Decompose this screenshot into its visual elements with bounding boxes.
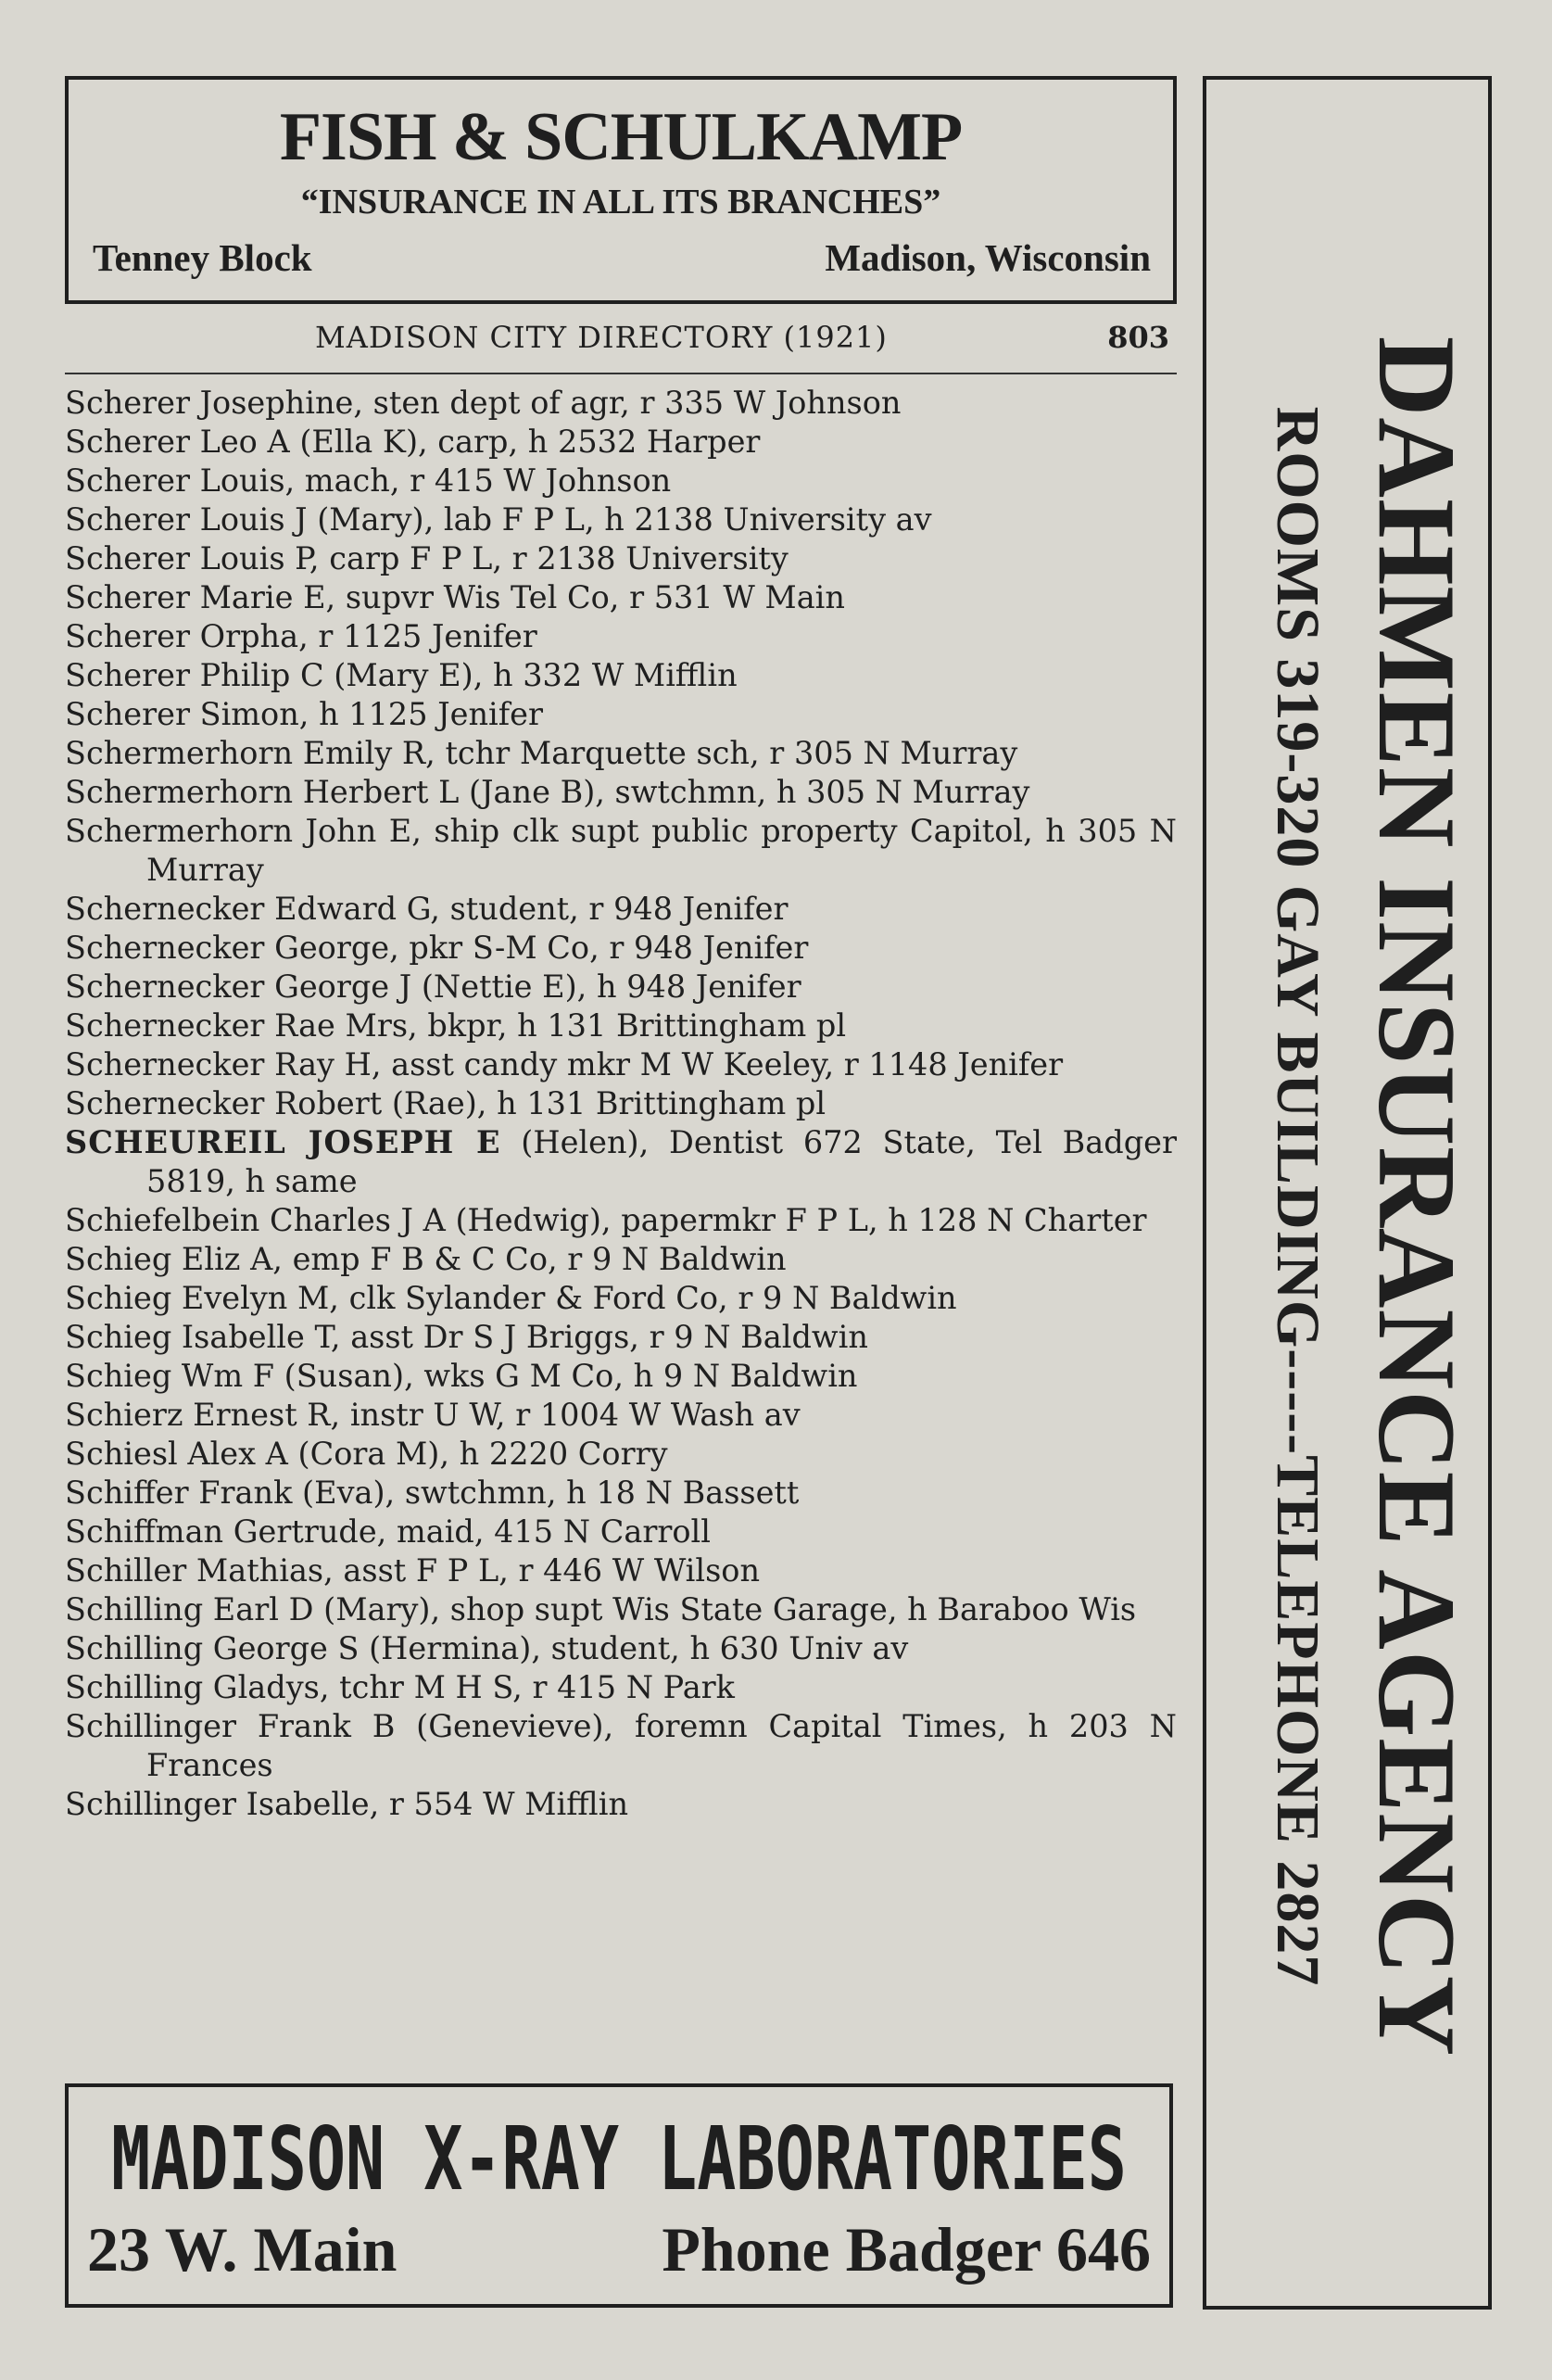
xray-laboratories-ad (65, 2083, 1173, 2308)
directory-entry: Schiller Mathias, asst F P L, r 446 W Wilson (65, 1552, 761, 1589)
directory-entry: Schernecker Ray H, asst candy mkr M W Keeley, r 1148 Jenifer (65, 1046, 1064, 1082)
directory-entry: Scherer Louis, mach, r 415 W Johnson (65, 462, 672, 499)
side-ad-rotated-text (1212, 103, 1490, 2290)
directory-entry: Schernecker Rae Mrs, bkpr, h 131 Brittingham pl (65, 1007, 847, 1044)
page-number: 803 (1107, 320, 1169, 355)
directory-entry: Scherer Josephine, sten dept of agr, r 335 W Johnson (65, 385, 902, 421)
xray-firm-name: MADISON X-RAY LABORATORIES (111, 2108, 1127, 2210)
directory-entry: Schiffman Gertrude, maid, 415 N Carroll (65, 1513, 711, 1550)
xray-street: 23 W. Main (87, 2214, 397, 2285)
header-rule (65, 373, 1177, 374)
directory-entry: Scherer Leo A (Ella K), carp, h 2532 Harper (65, 424, 761, 460)
ad-firm-name: FISH & SCHULKAMP (279, 99, 963, 175)
directory-entry: Schieg Wm F (Susan), wks G M Co, h 9 N Baldwin (65, 1358, 858, 1394)
directory-entry: Schilling Earl D (Mary), shop supt Wis State Garage, h Baraboo Wis (65, 1591, 1137, 1627)
directory-entry: Schillinger Isabelle, r 554 W Mifflin (65, 1786, 629, 1822)
ad-address-city: Madison, Wisconsin (825, 236, 1151, 279)
directory-entry: Scherer Philip C (Mary E), h 332 W Mifflin (65, 657, 738, 693)
directory-entry: Scherer Marie E, supvr Wis Tel Co, r 531 W Main (65, 579, 845, 615)
running-head (65, 320, 1177, 366)
agency-details: ROOMS 319-320 GAY BUILDING-----TELEPHONE 2827 (1264, 406, 1331, 1987)
dahmen-agency-ad (1203, 76, 1492, 2310)
xray-phone: Phone Badger 646 (662, 2214, 1151, 2285)
agency-name: DAHMEN INSURANCE AGENCY (1356, 335, 1479, 2057)
directory-entry: Schilling Gladys, tchr M H S, r 415 N Park (65, 1669, 735, 1705)
directory-listing (65, 384, 1177, 1824)
directory-entry: Schernecker George J (Nettie E), h 948 Jenifer (65, 968, 801, 1005)
directory-entry: Scherer Orpha, r 1125 Jenifer (65, 618, 537, 654)
directory-entry: Schillinger Frank B (Genevieve), foremn Capital Times, h 203 N Frances (65, 1708, 1177, 1783)
directory-title: MADISON CITY DIRECTORY (1921) (315, 320, 888, 355)
fish-schulkamp-ad (65, 76, 1177, 304)
directory-entry: Schernecker Robert (Rae), h 131 Brittingham pl (65, 1085, 826, 1121)
directory-entry: Schierz Ernest R, instr U W, r 1004 W Wash av (65, 1397, 801, 1433)
directory-entry: Schieg Evelyn M, clk Sylander & Ford Co, r 9 N Baldwin (65, 1280, 957, 1316)
directory-entry: Schieg Isabelle T, asst Dr S J Briggs, r 9 N Baldwin (65, 1319, 868, 1355)
featured-name: SCHEUREIL JOSEPH E (65, 1124, 501, 1160)
featured-details: (Helen), Dentist 672 State, Tel Badger 5819, h same (146, 1124, 1177, 1199)
directory-entry: Schermerhorn Emily R, tchr Marquette sch, r 305 N Murray (65, 735, 1018, 771)
directory-entry: Scherer Simon, h 1125 Jenifer (65, 696, 543, 732)
directory-entry: Scherer Louis J (Mary), lab F P L, h 2138 University av (65, 501, 932, 538)
directory-entry: Schiefelbein Charles J A (Hedwig), papermkr F P L, h 128 N Charter (65, 1202, 1147, 1238)
directory-entry: Schiesl Alex A (Cora M), h 2220 Corry (65, 1436, 668, 1472)
directory-entry-featured (65, 1123, 1177, 1201)
directory-entry: Schermerhorn John E, ship clk supt public property Capitol, h 305 N Murray (65, 813, 1177, 888)
directory-entry: Schieg Eliz A, emp F B & C Co, r 9 N Baldwin (65, 1241, 787, 1277)
directory-entry: Schernecker Edward G, student, r 948 Jenifer (65, 891, 789, 927)
directory-entry: Schermerhorn Herbert L (Jane B), swtchmn, h 305 N Murray (65, 774, 1030, 810)
ad-address-block: Tenney Block (93, 236, 312, 279)
ad-slogan: “INSURANCE IN ALL ITS BRANCHES” (300, 183, 941, 222)
directory-entry: Schiffer Frank (Eva), swtchmn, h 18 N Bassett (65, 1475, 800, 1511)
directory-entry: Scherer Louis P, carp F P L, r 2138 University (65, 540, 789, 576)
directory-entry: Schilling George S (Hermina), student, h 630 Univ av (65, 1630, 909, 1666)
directory-entry: Schernecker George, pkr S-M Co, r 948 Jenifer (65, 930, 809, 966)
